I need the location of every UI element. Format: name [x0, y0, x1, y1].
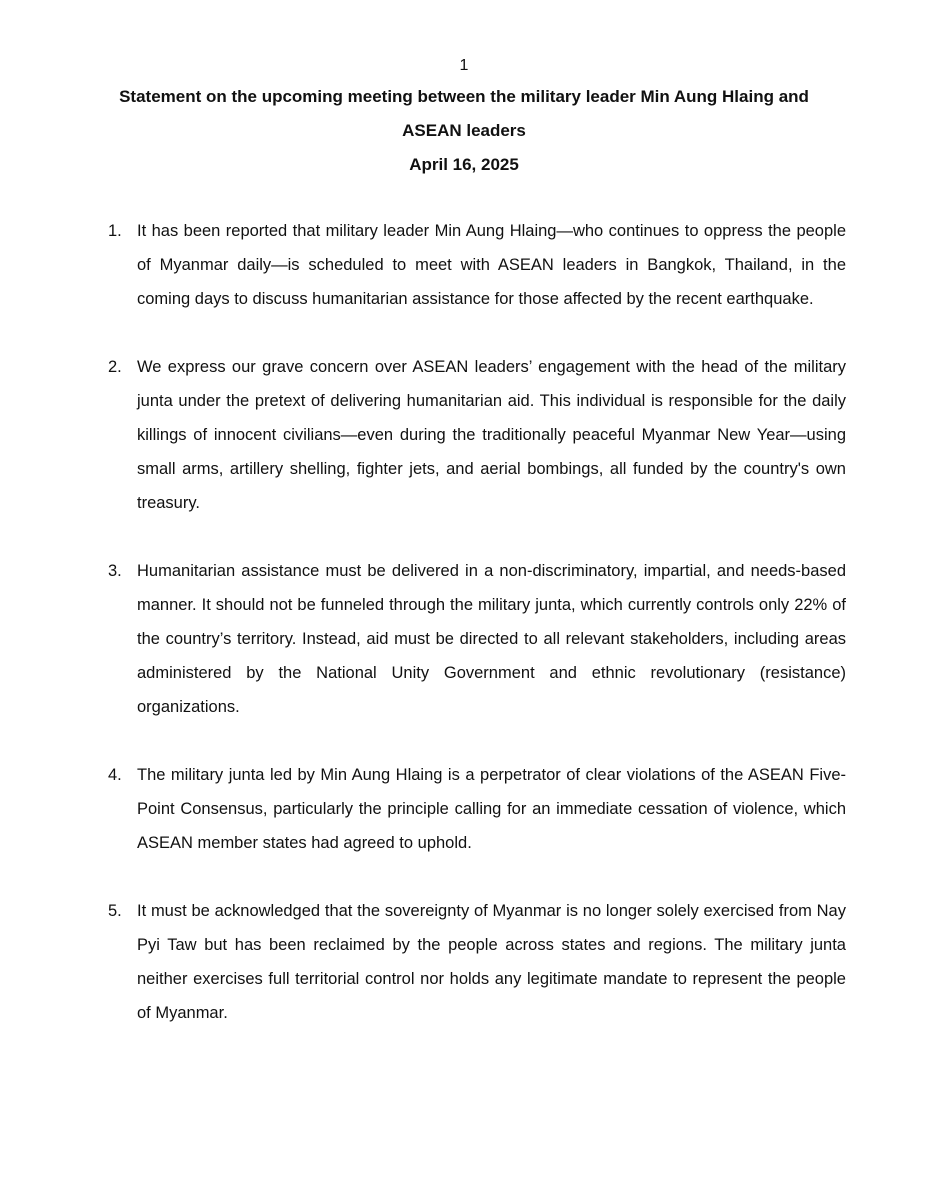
- page-number: 1: [459, 57, 469, 74]
- point-text: We express our grave concern over ASEAN leaders’ engagement with the head of the military junta under the pretext of delivering humanitarian aid. This individual is responsible for the daily killings of innocent civilians—even during the traditionally peaceful Myanmar New Year—using small arms, artillery shelling, fighter jets, and aerial bombings, all funded by the country's own treasury.: [137, 358, 846, 512]
- title-line-2: ASEAN leaders: [402, 121, 526, 140]
- statement-point-3: [0, 554, 928, 724]
- statement-date: April 16, 2025: [409, 155, 519, 174]
- point-text: It has been reported that military leader Min Aung Hlaing—who continues to oppress the people of Myanmar daily—is scheduled to meet with ASEAN leaders in Bangkok, Thailand, in the coming days to discuss humanitarian assistance for those affected by the recent earthquake.: [137, 222, 846, 308]
- statement-title: [60, 80, 868, 182]
- statement-point-5: [0, 894, 928, 1030]
- statement-point-4: [0, 758, 928, 860]
- point-text: Humanitarian assistance must be delivered in a non-discriminatory, impartial, and needs-based manner. It should not be funneled through the military junta, which currently controls only 22% of the country’s territory. Instead, aid must be directed to all relevant stakeholders, including areas administered by the National Unity Government and ethnic revolutionary (resistance) organizations.: [137, 562, 846, 716]
- statement-point-2: [0, 350, 928, 520]
- point-number: 3.: [108, 562, 122, 580]
- point-text: It must be acknowledged that the sovereignty of Myanmar is no longer solely exercised from Nay Pyi Taw but has been reclaimed by the people across states and regions. The military junta neither exercises full territorial control nor holds any legitimate mandate to represent the people of Myanmar.: [137, 902, 846, 1022]
- title-line-1: Statement on the upcoming meeting between the military leader Min Aung Hlaing and: [119, 87, 809, 106]
- point-number: 5.: [108, 902, 122, 920]
- point-text: The military junta led by Min Aung Hlaing is a perpetrator of clear violations of the ASEAN Five-Point Consensus, particularly the principle calling for an immediate cessation of violence, which ASEAN member states had agreed to uphold.: [137, 766, 846, 852]
- statement-point-1: [0, 214, 928, 316]
- point-number: 1.: [108, 222, 122, 240]
- statement-points-list: [0, 214, 928, 1064]
- point-number: 4.: [108, 766, 122, 784]
- point-number: 2.: [108, 358, 122, 376]
